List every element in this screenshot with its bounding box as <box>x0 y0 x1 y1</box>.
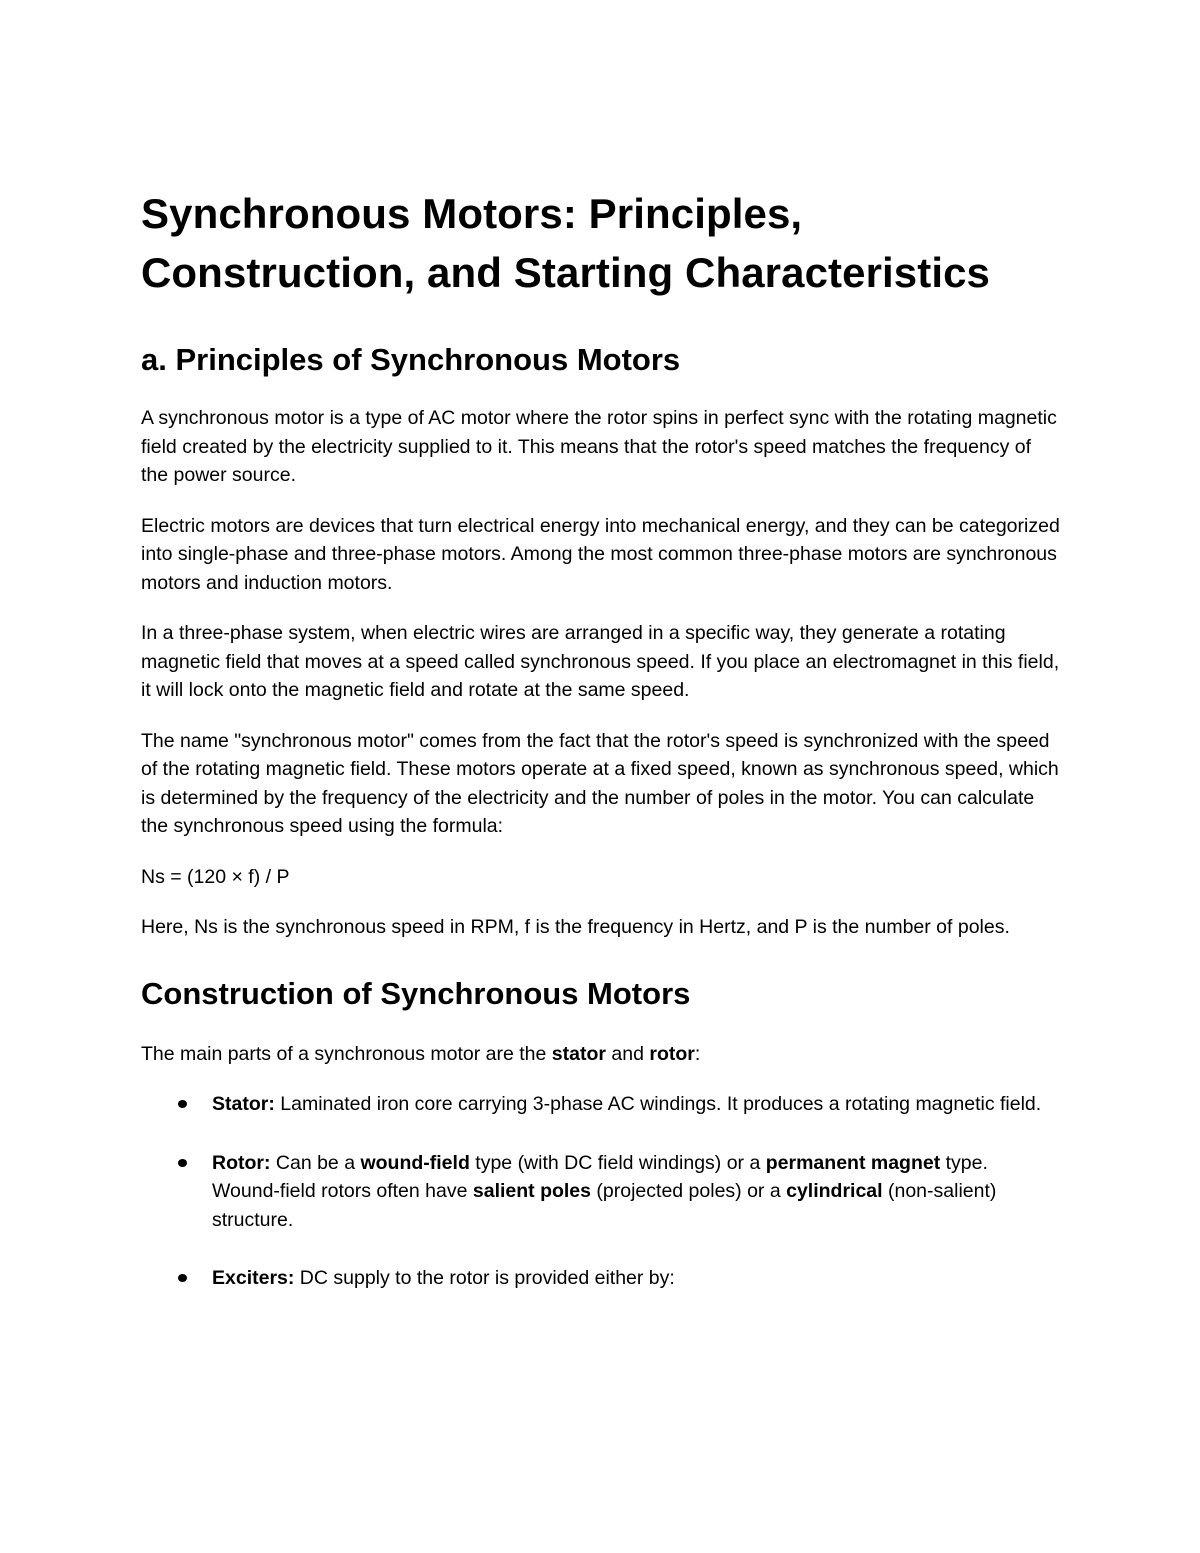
term-salient-poles: salient poles <box>472 1180 591 1202</box>
rotor-text-2: type (with DC field windings) or a <box>469 1151 766 1174</box>
paragraph-main-parts <box>141 1040 1061 1069</box>
rotor-text-5: (non-salient) structure. <box>212 1180 997 1231</box>
document-title: Synchronous Motors: Principles, Construction, and Starting Characteristics <box>141 190 991 296</box>
bullet-icon <box>178 1274 187 1282</box>
bullet-icon <box>178 1159 187 1167</box>
bullet-icon <box>178 1100 187 1108</box>
exciters-text: DC supply to the rotor is provided either by: <box>294 1267 675 1289</box>
document-content <box>141 184 1061 1323</box>
stator-label: Stator: <box>212 1093 275 1115</box>
section-heading-principles: a. Principles of Synchronous Motors <box>141 342 681 377</box>
intro-colon: : <box>694 1042 701 1065</box>
list-item-exciters <box>141 1264 1061 1293</box>
term-wound-field: wound-field <box>360 1151 470 1174</box>
intro-text: The main parts of a synchronous motor are the <box>141 1042 552 1065</box>
term-permanent-magnet: permanent magnet <box>765 1151 941 1174</box>
rotor-text-3: type. Wound-field rotors often have <box>212 1151 988 1202</box>
formula: Ns = (120 × f) / P <box>141 865 290 888</box>
term-rotor: rotor <box>649 1042 695 1065</box>
stator-text: Laminated iron core carrying 3-phase AC windings. It produces a rotating magnetic field. <box>274 1093 1042 1115</box>
paragraph-formula-explanation: Here, Ns is the synchronous speed in RPM, f is the frequency in Hertz, and P is the number of poles. <box>141 916 1010 938</box>
rotor-label: Rotor: <box>212 1151 271 1174</box>
paragraph-name-origin: The name "synchronous motor" comes from the fact that the rotor's speed is synchronized with the speed of the rotating magnetic field. These motors operate at a fixed speed, known as synchronous speed, which is determined by the frequency of the electricity and the number of poles in the motor. You can calculate the synchronous speed using the formula: <box>141 729 1059 837</box>
section-heading-construction: Construction of Synchronous Motors <box>141 975 691 1011</box>
intro-and: and <box>605 1042 650 1065</box>
list-item-stator <box>141 1090 1061 1119</box>
paragraph-three-phase: In a three-phase system, when electric wires are arranged in a specific way, they generate a rotating magnetic field that moves at a speed called synchronous speed. If you place an electromagnet in this field, it will lock onto the magnetic field and rotate at the same speed. <box>141 622 1060 701</box>
paragraph-electric-motors: Electric motors are devices that turn electrical energy into mechanical energy, and they can be categorized into single-phase and three-phase motors. Among the most common three-phase motors are synchronous motors and induction motors. <box>141 514 1060 594</box>
rotor-text-4: (projected poles) or a <box>591 1180 787 1202</box>
term-cylindrical: cylindrical <box>786 1180 883 1202</box>
parts-list <box>141 1090 1061 1293</box>
list-item-rotor <box>141 1149 1061 1235</box>
term-stator: stator <box>551 1042 606 1065</box>
rotor-text-1: Can be a <box>270 1151 361 1174</box>
exciters-label: Exciters: <box>212 1267 295 1289</box>
paragraph-definition: A synchronous motor is a type of AC motor where the rotor spins in perfect sync with the rotating magnetic field created by the electricity supplied to it. This means that the rotor's speed matches the frequency of the power source. <box>141 407 1057 486</box>
